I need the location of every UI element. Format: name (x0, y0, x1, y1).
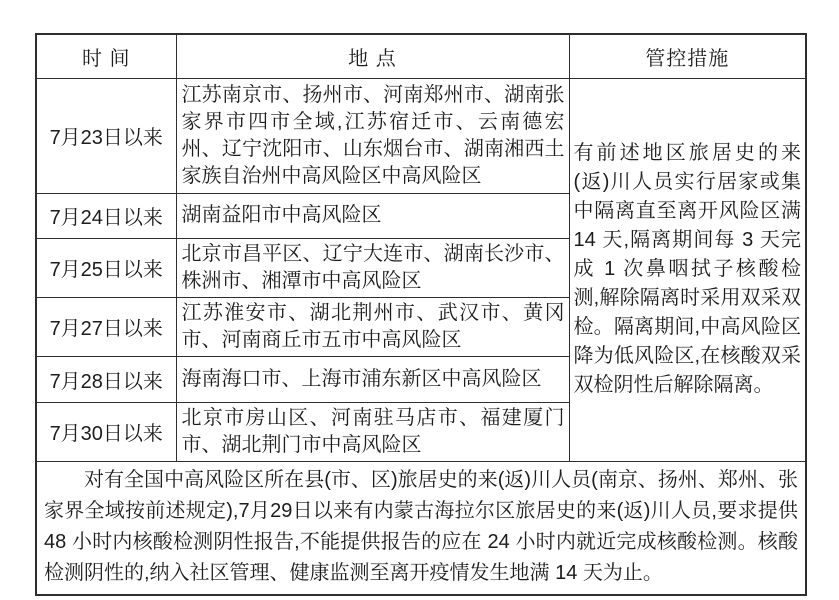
location-cell: 海南海口市、上海市浦东新区中高风险区 (176, 356, 569, 402)
time-cell: 7月28日以来 (36, 356, 176, 402)
table-header-row (36, 34, 806, 78)
table-row (36, 78, 806, 193)
location-cell: 湖南益阳市中高风险区 (176, 193, 569, 238)
time-cell: 7月23日以来 (36, 78, 176, 193)
footer-note-cell: 对有全国中高风险区所在县(市、区)旅居史的来(返)川人员(南京、扬州、郑州、张家界全域按前述规定),7月29日以来有内蒙古海拉尔区旅居史的来(返)川人员,要求提供 48 小时内核酸检测阴性报告,不能提供报告的应在 24 小时内就近完成核酸检测。核酸检测阴性的,纳入社区管理、健康监测至离开疫情发生地满 14 天为止。 (36, 461, 806, 595)
time-cell: 7月24日以来 (36, 193, 176, 238)
header-cell-time: 时 间 (36, 34, 176, 78)
location-cell: 江苏南京市、扬州市、河南郑州市、湖南张家界市四市全域,江苏宿迁市、云南德宏州、辽宁沈阳市、山东烟台市、湖南湘西土家族自治州中高风险区中高风险区 (176, 78, 569, 193)
location-cell: 北京市房山区、河南驻马店市、福建厦门市、湖北荆门市中高风险区 (176, 402, 569, 461)
footer-note-row (36, 461, 806, 595)
header-cell-location: 地 点 (176, 34, 569, 78)
location-cell: 江苏淮安市、湖北荆州市、武汉市、黄冈市、河南商丘市五市中高风险区 (176, 297, 569, 356)
risk-control-table (35, 33, 807, 596)
header-cell-measures: 管控措施 (569, 34, 806, 78)
measures-cell: 有前述地区旅居史的来(返)川人员实行居家或集中隔离直至离开风险区满 14 天,隔离期间每 3 天完成 1 次鼻咽拭子核酸检测,解除隔离时采用双采双检。隔离期间,中高风险区降为低风险区,在核酸双采双检阴性后解除隔离。 (569, 78, 806, 461)
time-cell: 7月27日以来 (36, 297, 176, 356)
time-cell: 7月30日以来 (36, 402, 176, 461)
time-cell: 7月25日以来 (36, 238, 176, 297)
location-cell: 北京市昌平区、辽宁大连市、湖南长沙市、株洲市、湘潭市中高风险区 (176, 238, 569, 297)
